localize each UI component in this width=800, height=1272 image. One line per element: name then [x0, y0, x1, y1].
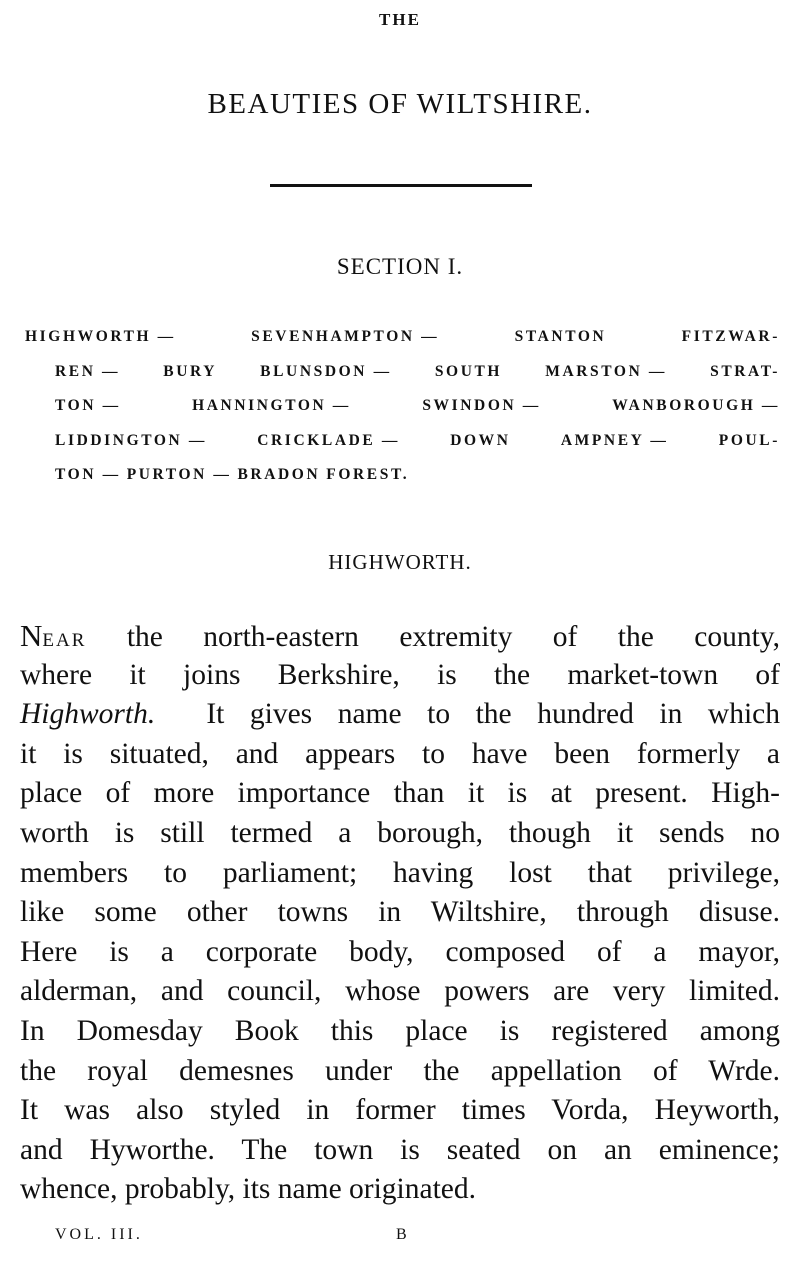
- body-line: it is situated, and appears to have been formerly a: [20, 737, 780, 770]
- subheading: HIGHWORTH.: [328, 550, 472, 574]
- initial-letter: N: [20, 618, 43, 653]
- body-line: where it joins Berkshire, is the market-town of: [20, 658, 780, 691]
- contents-line: [55, 363, 780, 398]
- body-line: and Hyworthe. The town is seated on an eminence;: [20, 1133, 780, 1166]
- contents-word: SEVENHAMPTON —: [251, 328, 440, 345]
- header-the: THE: [379, 10, 421, 29]
- volume-label: VOL. III.: [55, 1226, 143, 1243]
- contents-word: WANBOROUGH —: [612, 397, 780, 414]
- contents-line: [55, 432, 780, 467]
- signature-mark: B: [396, 1226, 407, 1243]
- contents-word: HIGHWORTH —: [25, 328, 176, 345]
- contents-word: HANNINGTON —: [192, 397, 351, 414]
- body-line: like some other towns in Wiltshire, through disuse.: [20, 896, 780, 929]
- body-text: [20, 616, 780, 1210]
- small-caps: EAR: [42, 630, 87, 651]
- contents-word: REN —: [55, 362, 121, 380]
- italic-place-name: Highworth.: [20, 698, 156, 731]
- contents-word: POUL-: [718, 431, 780, 449]
- body-line: members to parliament; having lost that privilege,: [20, 856, 780, 889]
- contents-word: LIDDINGTON —: [55, 431, 207, 449]
- contents-line: [55, 397, 780, 432]
- contents-word: PURTON —: [126, 466, 232, 483]
- body-line: In Domesday Book this place is registered among: [20, 1014, 780, 1047]
- contents-summary: [25, 328, 780, 501]
- contents-word: STRAT-: [710, 362, 780, 380]
- contents-word: CRICKLADE —: [257, 431, 400, 449]
- contents-word: MARSTON —: [545, 362, 667, 380]
- contents-word: SWINDON —: [422, 397, 541, 414]
- body-line: [20, 695, 780, 735]
- book-title: BEAUTIES OF WILTSHIRE.: [207, 88, 593, 120]
- body-line: It was also styled in former times Vorda, Heyworth,: [20, 1094, 780, 1127]
- contents-word: STANTON: [514, 328, 607, 345]
- body-line: the royal demesnes under the appellation of Wrde.: [20, 1054, 780, 1087]
- contents-word: AMPNEY —: [560, 431, 669, 449]
- body-line-text: the north-eastern extremity of the county,: [86, 621, 780, 653]
- contents-word: FITZWAR-: [681, 328, 780, 345]
- contents-word: TON —: [55, 466, 121, 483]
- contents-word: TON —: [55, 397, 121, 414]
- contents-word: BURY: [163, 362, 218, 380]
- contents-word: FOREST.: [326, 466, 410, 483]
- contents-word: SOUTH: [434, 362, 503, 380]
- body-line: [20, 616, 780, 656]
- body-line-text: It gives name to the hundred in which: [155, 698, 780, 731]
- body-line: alderman, and council, whose powers are very limited.: [20, 975, 780, 1008]
- contents-word: BRADON: [237, 466, 321, 483]
- body-line: place of more importance than it is at present. High-: [20, 777, 780, 810]
- contents-line: [55, 466, 780, 501]
- contents-word: BLUNSDON —: [260, 362, 392, 380]
- title-rule: [270, 184, 532, 187]
- body-line: Here is a corporate body, composed of a mayor,: [20, 935, 780, 968]
- contents-line: [25, 328, 780, 363]
- body-line: worth is still termed a borough, though it sends no: [20, 816, 780, 849]
- section-heading: SECTION I.: [336, 254, 464, 279]
- contents-word: DOWN: [450, 431, 511, 449]
- body-line: whence, probably, its name originated.: [20, 1173, 477, 1206]
